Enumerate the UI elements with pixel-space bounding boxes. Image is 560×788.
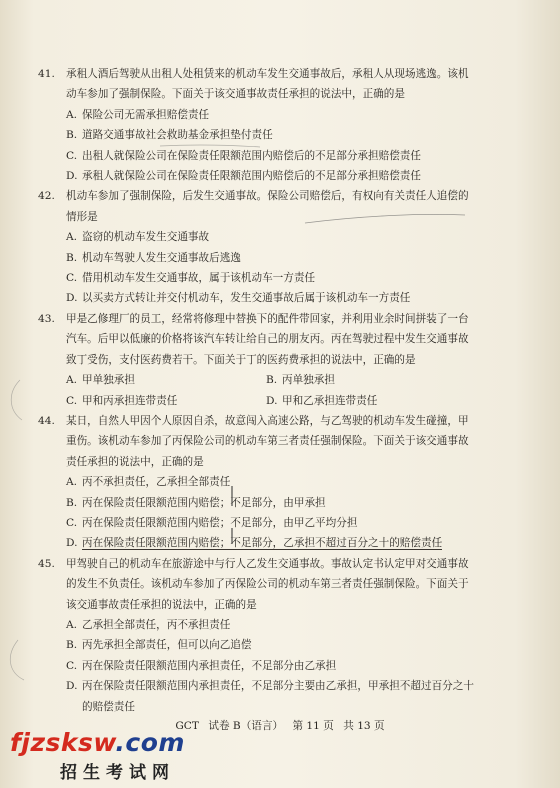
option-c: C. 丙在保险责任限额范围内承担责任，不足部分由乙承担 — [66, 659, 337, 672]
question-stem-line: 甲驾驶自己的机动车在旅游途中与行人乙发生交通事故。事故认定书认定甲对交通事故 — [66, 557, 469, 570]
question-stem-line: 责任承担的说法中，正确的是 — [66, 455, 204, 468]
option-row — [38, 391, 508, 411]
question-stem-line: 重伤。该机动车参加了丙保险公司的机动车第三者责任强制保险。下面关于该交通事故 — [66, 435, 469, 448]
question-list — [38, 64, 508, 717]
question-stem-line: 机动车参加了强制保险，后发生交通事故。保险公司赔偿后，有权向有关责任人追偿的 — [66, 190, 469, 203]
option-b: B. 丙单独承担 — [266, 374, 335, 387]
question-number: 43. — [38, 312, 55, 325]
paper-label: 试卷 B（语言） — [208, 720, 284, 732]
option-a: A. 乙承担全部责任，丙不承担责任 — [66, 618, 231, 631]
option-d: D. 丙在保险责任限额范围内赔偿；不足部分，乙承担不超过百分之十的赔偿责任 — [66, 537, 443, 550]
option-d: D. 甲和乙承担连带责任 — [266, 394, 378, 407]
question-stem-line: 的发生不负责任。该机动车参加了丙保险公司的机动车第三者责任强制保险。下面关于 — [66, 578, 469, 591]
question-stem-line: 情形是 — [66, 210, 98, 223]
question-stem-line: 某日，自然人甲因个人原因自杀，故意闯入高速公路，与乙驾驶的机动车发生碰撞，甲 — [66, 414, 469, 427]
question-41 — [38, 64, 508, 186]
option-d-continued: 的赔偿责任 — [82, 700, 135, 713]
question-stem-line: 致丁受伤，支付医药费若干。下面关于丁的医药费承担的说法中，正确的是 — [66, 353, 416, 366]
question-43 — [38, 309, 508, 411]
option-d: D. 承租人就保险公司在保险责任限额范围内赔偿后的不足部分承担赔偿责任 — [66, 170, 421, 183]
site-watermark-logo: fjzsksw.com — [10, 728, 185, 757]
option-c: C. 借用机动车发生交通事故，属于该机动车一方责任 — [66, 272, 316, 285]
question-stem-line: 甲是乙修理厂的员工，经常将修理中替换下的配件带回家，并利用业余时间拼装了一台 — [66, 312, 469, 325]
question-stem-line: 动车参加了强制保险。下面关于该交通事故责任承担的说法中，正确的是 — [66, 88, 405, 101]
question-42 — [38, 186, 508, 308]
question-stem-line: 承租人酒后驾驶从出租人处租赁来的机动车发生交通事故后，承租人从现场逃逸。该机 — [66, 68, 469, 80]
question-number: 45. — [38, 557, 55, 570]
option-c: C. 甲和丙承担连带责任 — [66, 394, 178, 407]
option-b: B. 丙先承担全部责任，但可以向乙追偿 — [66, 639, 252, 652]
site-watermark-subtitle: 招生考试网 — [60, 763, 175, 783]
option-d: D. 丙在保险责任限额范围内承担责任，不足部分主要由乙承担，甲承担不超过百分之十 — [66, 680, 474, 693]
option-row — [38, 370, 508, 390]
question-number: 41. — [38, 68, 55, 80]
exam-name: GCT — [175, 720, 199, 732]
underlined-answer-text: 丙在保险责任限额范围内赔偿；不足部分，乙承担不超过百分之十的赔偿责任 — [82, 537, 443, 550]
pencil-circle-mark — [10, 640, 24, 680]
option-a: A. 甲单独承担 — [66, 374, 135, 387]
question-number: 42. — [38, 190, 55, 203]
option-c: C. 丙在保险责任限额范围内赔偿；不足部分，由甲乙平均分担 — [66, 516, 358, 529]
option-b: B. 道路交通事故社会救助基金承担垫付责任 — [66, 129, 273, 142]
option-a: A. 盗窃的机动车发生交通事故 — [66, 231, 210, 244]
question-stem-line: 汽车。后甲以低廉的价格将该汽车转让给自己的朋友丙。丙在驾驶过程中发生交通事故 — [66, 333, 469, 346]
page-number: 第 11 页 — [292, 720, 334, 732]
question-number: 44. — [38, 414, 55, 427]
question-44 — [38, 411, 508, 554]
option-a: A. 丙不承担责任，乙承担全部责任 — [66, 476, 231, 489]
question-stem-line: 该交通事故责任承担的说法中，正确的是 — [66, 598, 257, 611]
option-b: B. 机动车驾驶人发生交通事故后逃逸 — [66, 251, 241, 264]
question-45 — [38, 554, 508, 717]
total-pages: 共 13 页 — [343, 720, 385, 732]
option-c: C. 出租人就保险公司在保险责任限额范围内赔偿后的不足部分承担赔偿责任 — [66, 149, 421, 162]
option-a: A. 保险公司无需承担赔偿责任 — [66, 108, 210, 121]
option-b: B. 丙在保险责任限额范围内赔偿；不足部分，由甲承担 — [66, 496, 326, 509]
pencil-circle-mark — [11, 380, 22, 420]
option-d: D. 以买卖方式转让并交付机动车，发生交通事故后属于该机动车一方责任 — [66, 292, 411, 305]
